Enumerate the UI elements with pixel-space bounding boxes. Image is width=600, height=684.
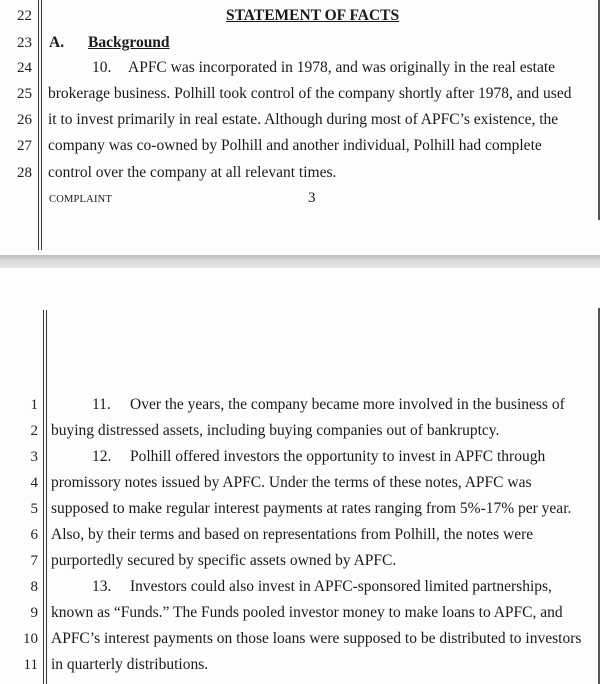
margin-rule — [43, 310, 44, 684]
document-page-4 — [0, 268, 600, 684]
line-number: 26 — [17, 112, 32, 128]
body-text-line: purportedly secured by specific assets owned by APFC. — [51, 552, 397, 569]
line-number: 2 — [30, 423, 38, 439]
margin-rule — [41, 0, 42, 250]
body-text-line: buying distressed assets, including buying companies out of bankruptcy. — [51, 422, 500, 439]
page-separator — [0, 255, 600, 268]
line-number: 8 — [30, 579, 38, 595]
body-text-line: company was co-owned by Polhill and another individual, Polhill had complete — [48, 137, 542, 154]
body-text-line: in quarterly distributions. — [51, 656, 209, 673]
line-number: 4 — [30, 475, 38, 491]
paragraph-number: 10. — [92, 59, 112, 76]
paragraph-number: 13. — [92, 578, 112, 595]
line-number: 7 — [30, 553, 38, 569]
line-number: 1 — [30, 397, 38, 413]
body-text-line: APFC’s interest payments on those loans were supposed to be distributed to investors — [51, 630, 582, 647]
paragraph-number: 12. — [92, 448, 112, 465]
line-number: 22 — [17, 8, 32, 24]
line-number: 23 — [17, 35, 32, 51]
section-title: STATEMENT OF FACTS — [226, 7, 400, 24]
margin-rule — [38, 0, 39, 250]
body-text-line: supposed to make regular interest payments at rates ranging from 5%-17% per year. — [51, 500, 572, 517]
line-number: 11 — [23, 657, 38, 673]
line-number: 9 — [30, 605, 38, 621]
margin-rule — [46, 310, 47, 684]
section-label: A. — [49, 34, 65, 51]
line-number: 27 — [17, 138, 32, 154]
subsection-title: Background — [88, 34, 170, 51]
line-number: 3 — [30, 449, 38, 465]
body-text-line: Over the years, the company became more involved in the business of — [130, 396, 565, 413]
line-number: 5 — [30, 501, 38, 517]
body-text-line: it to invest primarily in real estate. Although during most of APFC’s existence, the — [48, 111, 559, 128]
body-text-line: Polhill offered investors the opportunity to invest in APFC through — [130, 448, 546, 465]
line-number: 10 — [23, 631, 38, 647]
body-text-line: brokerage business. Polhill took control of the company shortly after 1978, and used — [48, 85, 572, 102]
body-text-line: promissory notes issued by APFC. Under the terms of these notes, APFC was — [51, 474, 532, 491]
body-text-line: APFC was incorporated in 1978, and was originally in the real estate — [128, 59, 556, 76]
line-number: 6 — [30, 527, 38, 543]
body-text-line: Investors could also invest in APFC-sponsored limited partnerships, — [130, 578, 552, 595]
body-text-line: Also, by their terms and based on representations from Polhill, the notes were — [51, 526, 534, 543]
footer-label: COMPLAINT — [49, 194, 113, 205]
paragraph-number: 11. — [92, 396, 111, 413]
body-text-line: control over the company at all relevant times. — [48, 164, 337, 181]
line-number: 24 — [17, 60, 32, 76]
page-number: 3 — [308, 190, 316, 206]
line-number: 25 — [17, 86, 32, 102]
line-number: 28 — [17, 165, 32, 181]
document-page-3 — [0, 0, 600, 255]
body-text-line: known as “Funds.” The Funds pooled investor money to make loans to APFC, and — [51, 604, 563, 621]
